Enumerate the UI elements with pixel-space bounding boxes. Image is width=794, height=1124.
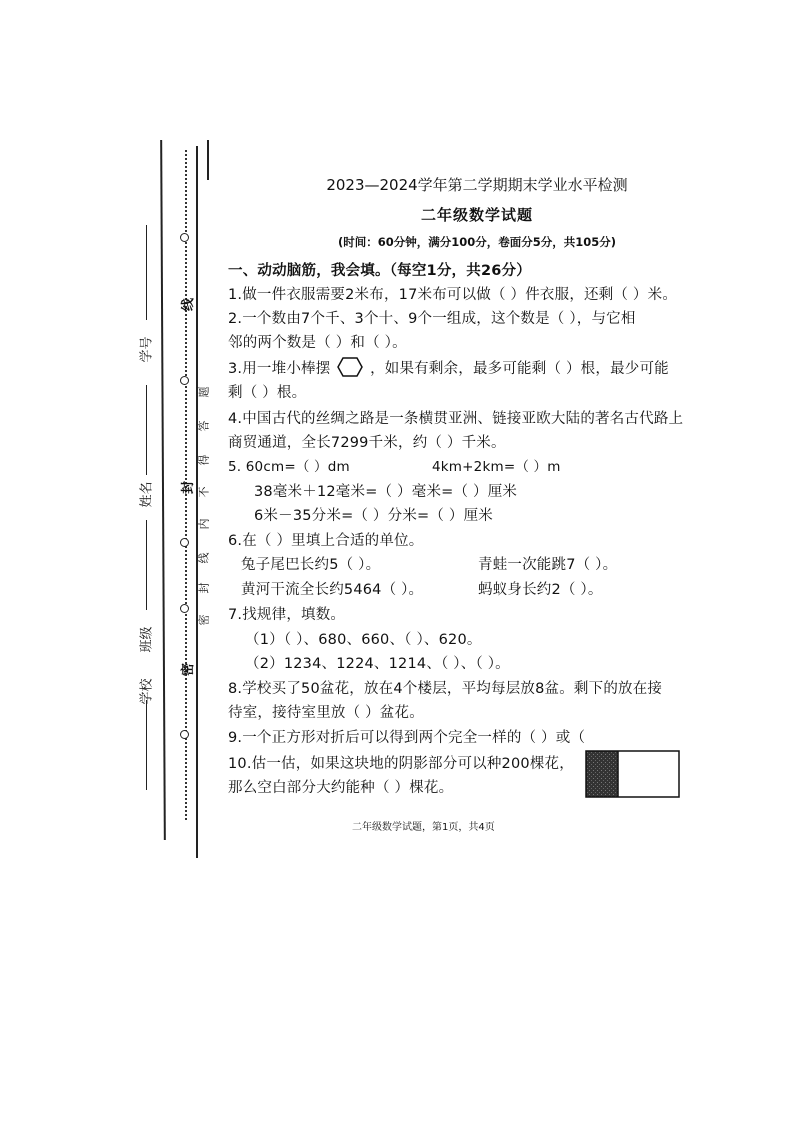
field-line-school (146, 700, 147, 790)
margin-inner-line (196, 146, 198, 858)
question-1: 1.做一件衣服需要2米布，17米布可以做（ ）件衣服，还剩（ ）米。 (228, 287, 678, 303)
question-10-line-1: 10.估一估，如果这块地的阴影部分可以种200棵花， (228, 756, 574, 772)
seal-seal: 封 (181, 480, 197, 495)
seal-text-ti: 题 (197, 386, 211, 398)
label-student-id: 学号 (139, 336, 155, 363)
margin-hole (180, 538, 189, 547)
exam-subtitle: 二年级数学试题 (420, 206, 533, 224)
question-6-c: 黄河干流全长约5464（ ）。 (241, 582, 424, 598)
seal-line: 线 (181, 297, 197, 312)
seal-text-feng: 封 (197, 582, 211, 594)
label-name: 姓名 (139, 481, 155, 508)
seal-secret: 密 (181, 662, 197, 677)
question-2-line-2: 邻的两个数是（ ）和（ ）。 (228, 335, 407, 351)
page-footer: 二年级数学试题，第1页，共4页 (352, 822, 495, 833)
question-5-c: 38毫米＋12毫米=（ ）毫米=（ ）厘米 (254, 484, 518, 500)
question-5-d: 6米－35分米=（ ）分米=（ ）厘米 (254, 508, 493, 524)
field-line-class (146, 520, 147, 610)
margin-hole (180, 233, 189, 242)
field-line-student-id (146, 225, 147, 320)
exam-title: 2023—2024学年第二学期期末学业水平检测 (326, 176, 628, 194)
section-heading: 一、动动脑筋，我会填。（每空1分，共26分） (228, 263, 531, 279)
question-8-line-2: 待室，接待室里放（ ）盆花。 (228, 705, 424, 721)
shaded-region (586, 751, 618, 797)
question-4-line-1: 4.中国古代的丝绸之路是一条横贯亚洲、链接亚欧大陆的著名古代路上 (228, 411, 684, 427)
question-10-figure (585, 750, 681, 798)
seal-text-bu: 不 (197, 486, 211, 498)
label-school: 学校 (139, 678, 155, 705)
question-3-suffix: ，如果有剩余，最多可能剩（ ）根，最少可能 (370, 361, 669, 377)
question-2-line-1: 2.一个数由7个千、3个十、9个一组成，这个数是（ ），与它相 (228, 311, 636, 327)
question-6-b: 青蛙一次能跳7（ ）。 (478, 557, 618, 573)
question-4-line-2: 商贸通道，全长7299千米，约（ ）千米。 (228, 435, 506, 451)
question-6-a: 兔子尾巴长约5（ ）。 (241, 557, 381, 573)
question-8-line-1: 8.学校买了50盆花，放在4个楼层，平均每层放8盆。剩下的放在接 (228, 681, 663, 697)
margin-right-line (207, 140, 209, 180)
question-6: 6.在（ ）里填上合适的单位。 (228, 533, 424, 549)
margin-hole (180, 376, 189, 385)
seal-text-mi: 密 (197, 614, 211, 626)
field-line-name (146, 385, 147, 475)
question-9: 9.一个正方形对折后可以得到两个完全一样的（ ）或（ (228, 730, 586, 746)
margin-hole (180, 730, 189, 739)
question-5-a: 5. 60cm=（ ）dm (228, 459, 350, 475)
hexagon-icon (337, 357, 363, 377)
seal-text-xian: 线 (197, 552, 211, 564)
seal-text-de: 得 (197, 454, 211, 466)
question-5-b: 4km+2km=（ ）m (432, 459, 561, 475)
question-7-1: （1）（ ）、680、660、（ ）、620。 (245, 632, 482, 648)
label-class: 班级 (139, 626, 155, 653)
question-3-line-2: 剩（ ）根。 (228, 385, 307, 401)
question-7: 7.找规律，填数。 (228, 607, 346, 623)
question-7-2: （2）1234、1224、1214、（ ）、（ ）。 (245, 656, 510, 672)
question-6-d: 蚂蚁身长约2（ ）。 (478, 582, 603, 598)
exam-info: (时间：60分钟，满分100分，卷面分5分，共105分) (337, 235, 617, 249)
question-3-prefix: 3.用一堆小棒摆 (228, 361, 331, 377)
question-10-line-2: 那么空白部分大约能种（ ）棵花。 (228, 780, 454, 796)
margin-outer-line (160, 140, 166, 840)
seal-text-da: 答 (197, 420, 211, 432)
question-3 (228, 357, 669, 378)
seal-text-nei: 内 (197, 518, 211, 530)
margin-hole (180, 604, 189, 613)
